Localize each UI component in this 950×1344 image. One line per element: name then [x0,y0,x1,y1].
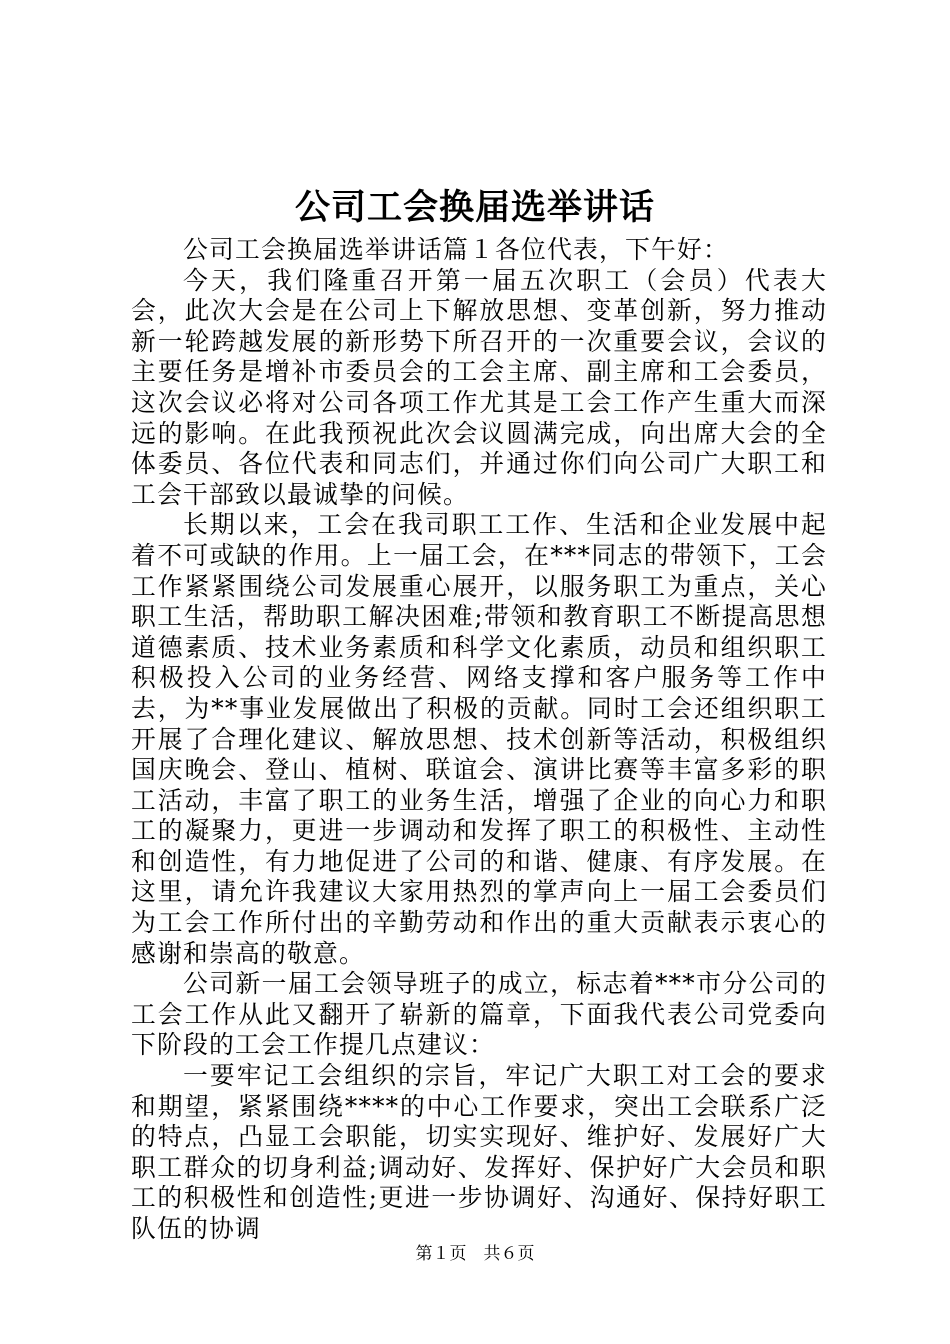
paragraph-opening: 公司工会换届选举讲话篇１各位代表，下午好： [183,235,729,264]
paragraph-union-achievements: 长期以来，工会在我司职工工作、生活和企业发展中起着不可或缺的作用。上一届工会，在***同志的带领下，工会工作紧紧围绕公司发展重心展开，以服务职工为重点，关心职工生活，帮助职工解决困难;带领和教育职工不断提高思想道德素质、技术业务素质和科学文化素质，动员和组织职工积极投入公司的业务经营、网络支撑和客户服务等工作中去，为**事业发展做出了积极的贡献。同时工会还组织职工开展了合理化建议、解放思想、技术创新等活动，积极组织国庆晚会、登山、植树、联谊会、演讲比赛等丰富多彩的职工活动，丰富了职工的业务生活，增强了企业的向心力和职工的凝聚力，更进一步调动和发挥了职工的积极性、主动性和创造性，有力地促进了公司的和谐、健康、有序发展。在这里，请允许我建议大家用热烈的掌声向上一届工会委员们为工会工作所付出的辛勤劳动和作出的重大贡献表示衷心的感谢和崇高的敬意。 [131,510,827,968]
paragraph-suggestion-one: 一要牢记工会组织的宗旨，牢记广大职工对工会的要求和期望，紧紧围绕****的中心工作要求，突出工会联系广泛的特点，凸显工会职能，切实实现好、维护好、发展好广大职工群众的切身利益;调动好、发挥好、保护好广大会员和职工的积极性和创造性;更进一步协调好、沟通好、保持好职工队伍的协调 [131,1061,827,1243]
document-body [131,235,827,1245]
paragraph-meeting-intro: 今天，我们隆重召开第一届五次职工（会员）代表大会，此次大会是在公司上下解放思想、变革创新，努力推动新一轮跨越发展的新形势下所召开的一次重要会议，会议的主要任务是增补市委员会的工会主席、副主席和工会委员，这次会议必将对公司各项工作尤其是工会工作产生重大而深远的影响。在此我预祝此次会议圆满完成，向出席大会的全体委员、各位代表和同志们，并通过你们向公司广大职工和工会干部致以最诚挚的问候。 [131,265,827,509]
document-title: 公司工会换届选举讲话 [294,188,655,228]
paragraph-new-leadership: 公司新一届工会领导班子的成立，标志着***市分公司的工会工作从此又翻开了崭新的篇章，下面我代表公司党委向下阶段的工会工作提几点建议： [131,969,827,1060]
page-number-footer: 第１页 共６页 [415,1244,535,1264]
